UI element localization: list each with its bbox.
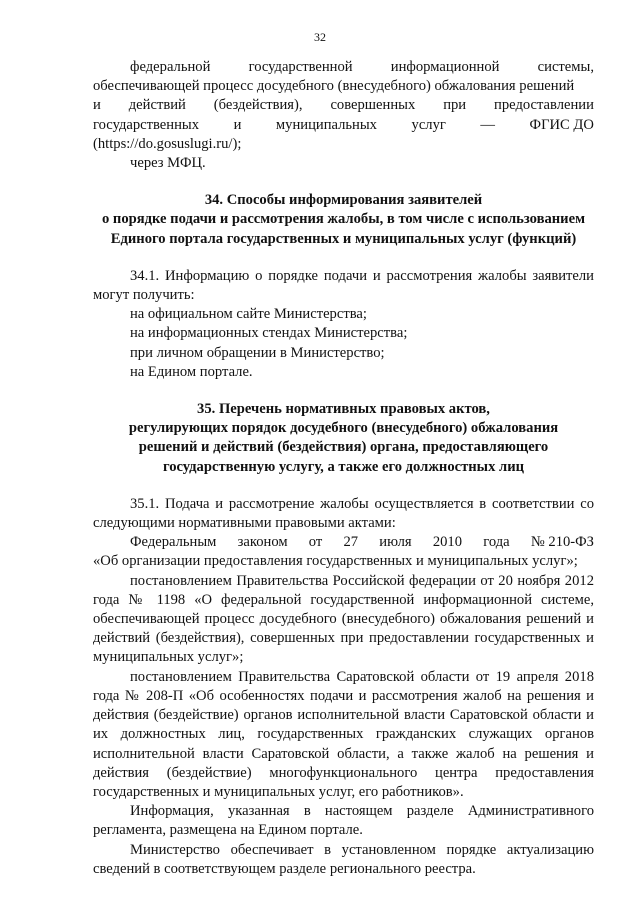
law-word: июля — [379, 534, 412, 551]
intro-line-1 — [93, 58, 594, 77]
intro-word: и — [233, 116, 242, 133]
law-word: от — [308, 534, 323, 551]
intro-word: действий — [128, 97, 186, 114]
heading-line: 35. Перечень нормативных правовых актов, — [197, 401, 490, 418]
section-34-paragraph: 34.1. Информацию о порядке подачи и рассмотрения жалобы заявители могут получить: — [93, 267, 594, 304]
law-word: Федеральным — [130, 534, 217, 551]
law-line — [93, 533, 594, 552]
page-number: 32 — [314, 30, 326, 44]
list-item: при личном обращении в Министерство; — [130, 344, 385, 361]
intro-word: информационной — [390, 59, 500, 75]
intro-word: федеральной — [130, 59, 211, 75]
intro-word: системы, — [537, 59, 594, 75]
intro-line-3 — [93, 96, 594, 115]
list-item: на Едином портале. — [130, 363, 253, 380]
section-34-heading — [93, 191, 594, 249]
list-item: на официальном сайте Министерства; — [130, 306, 367, 323]
intro-word: (бездействия), — [213, 97, 303, 114]
heading-line: о порядке подачи и рассмотрения жалобы, в том числе с использованием — [101, 211, 586, 228]
intro-word: — — [480, 116, 495, 133]
intro-line-4 — [93, 116, 594, 135]
intro-word: при — [443, 97, 467, 114]
section-35-heading — [93, 400, 594, 477]
gov-saratov-paragraph: постановлением Правительства Саратовской области от 19 апреля 2018 года № 208-П «Об особенностях подачи и рассмотрения жалоб на решения и действия (бездействие) органов исполнительной власти Саратовской области и их должностных лиц, государственных гражданских служащих органов исполнительной власти Саратовской области, а также жалоб на решения и действия (бездействие) многофункционального центра предоставления государственных и муниципальных услуг, его работников». — [93, 668, 594, 800]
intro-line-6: через МФЦ. — [130, 155, 206, 172]
heading-line: 34. Способы информирования заявителей — [204, 192, 483, 209]
intro-word: и — [93, 97, 101, 114]
law-line-2: «Об организации предоставления государственных и муниципальных услуг»; — [93, 553, 578, 570]
heading-line: регулирующих порядок досудебного (внесудебного) обжалования — [128, 420, 559, 437]
law-word: законом — [237, 534, 288, 551]
intro-word: государственных — [93, 116, 200, 133]
law-word: № 210-ФЗ — [530, 534, 594, 551]
intro-line-5: (https://do.gosuslugi.ru/); — [93, 135, 242, 152]
heading-line: решений и действий (бездействия) органа, предоставляющего — [138, 439, 549, 456]
section-35-paragraph: 35.1. Подача и рассмотрение жалобы осуществляется в соответствии со следующими нормативными правовыми актами: — [93, 495, 594, 532]
info-paragraph: Информация, указанная в настоящем разделе Административного регламента, размещена на Едином портале. — [93, 803, 594, 839]
intro-word: муниципальных — [275, 116, 377, 133]
page-content — [93, 58, 594, 879]
law-word: года — [483, 534, 510, 551]
ministry-paragraph: Министерство обеспечивает в установленном порядке актуализацию сведений в соответствующем разделе регионального реестра. — [93, 841, 594, 877]
intro-word: совершенных — [330, 97, 416, 114]
intro-word: услуг — [411, 116, 446, 133]
law-word: 27 — [343, 534, 359, 551]
intro-word: предоставлении — [494, 97, 594, 114]
heading-line: государственную услугу, а также его должностных лиц — [162, 458, 525, 475]
law-word: 2010 — [432, 534, 463, 551]
gov-rf-paragraph: постановлением Правительства Российской федерации от 20 ноября 2012 года № 1198 «О федеральной государственной информационной системе, обеспечивающей процесс досудебного (внесудебного) обжалования решений и действий (бездействия), совершенных при предоставлении государственных и муниципальных услуг»; — [93, 572, 594, 666]
intro-word: государственной — [248, 59, 353, 75]
intro-word: ФГИС ДО — [529, 116, 594, 133]
heading-line: Единого портала государственных и муниципальных услуг (функций) — [110, 230, 577, 247]
list-item: на информационных стендах Министерства; — [130, 325, 408, 342]
intro-line-2: обеспечивающей процесс досудебного (внесудебного) обжалования решений — [93, 78, 575, 95]
